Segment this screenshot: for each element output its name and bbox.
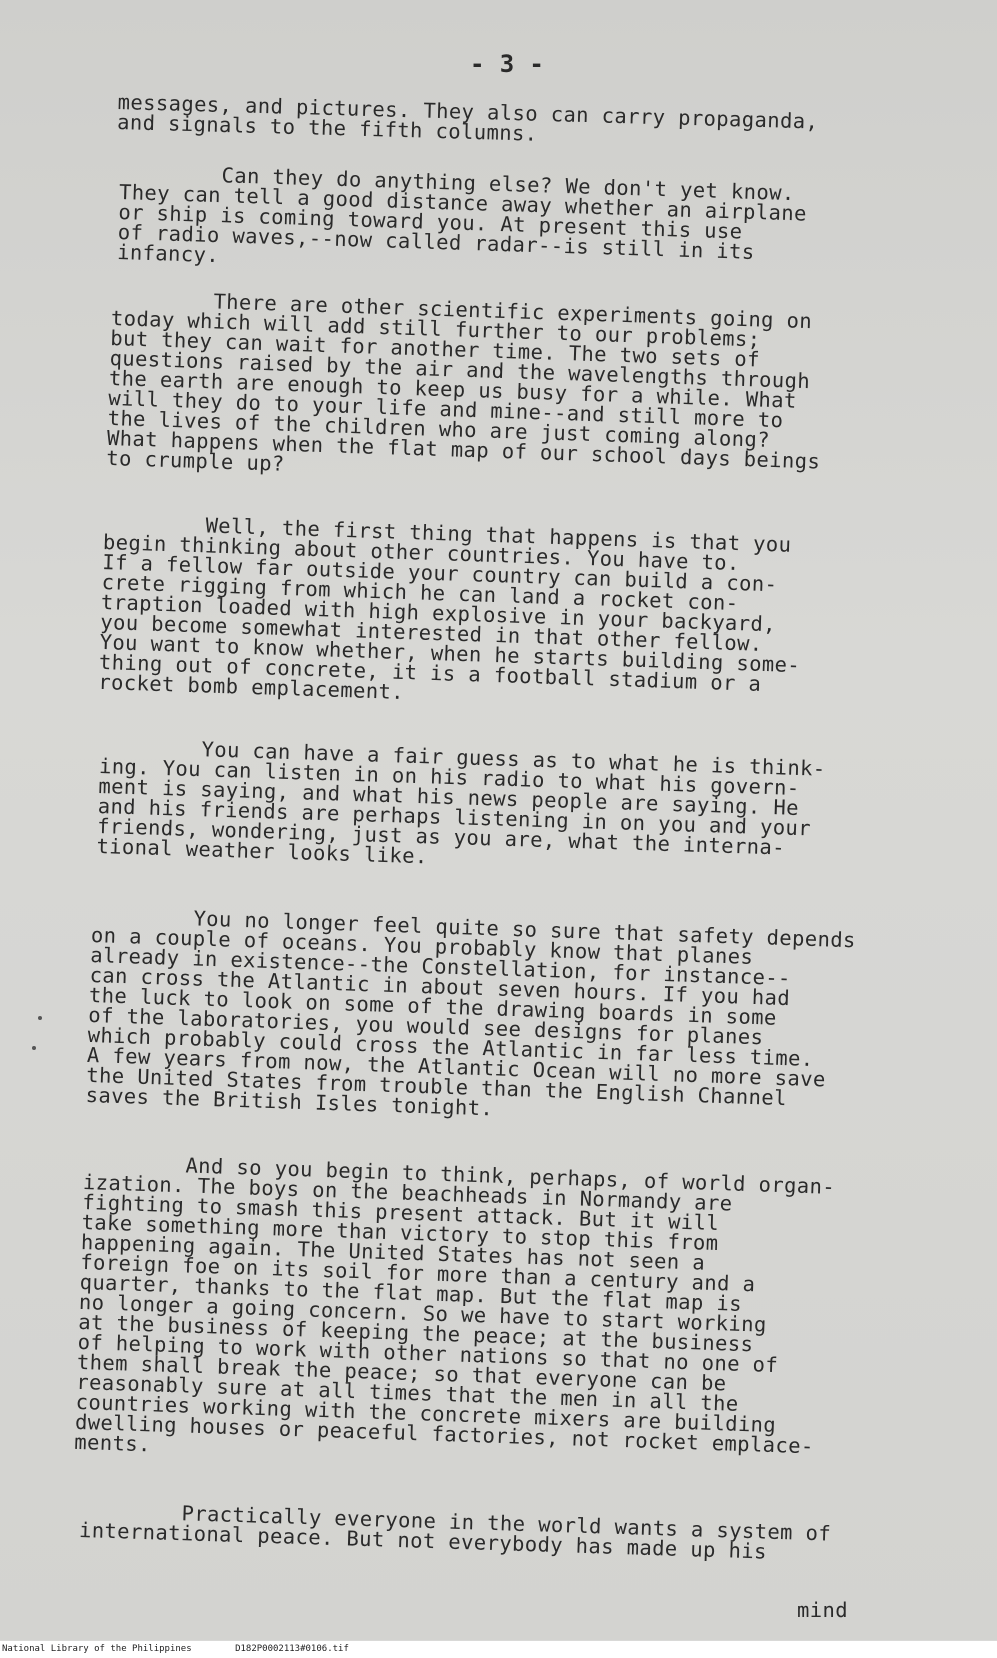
ink-speck bbox=[32, 1046, 36, 1050]
library-name: National Library of the Philippines bbox=[2, 1644, 192, 1654]
scan-footer bbox=[0, 1641, 997, 1658]
paragraph: Can they do anything else? We don't yet know. They can tell a good distance away whether an airplane or ship is coming toward you. At present this use of radio waves,--now called radar--is still in its infancy. bbox=[116, 160, 808, 268]
paragraph: You no longer feel quite so sure that safety depends on a couple of oceans. You probably know that planes already in existence--the Constellation, for instance-- can cross the Atlantic in about seven hours. If you had the luck to look on some of the drawing boards in some of the laboratories, you would see designs for planes which probably could cross the Atlantic in far less time. A few years from now, the Atlantic Ocean will no more save the United States from trouble than the English Channel saves the British Isles tonight. bbox=[85, 903, 857, 1121]
paragraph: Practically everyone in the world wants a system of international peace. But not everybody has made up his bbox=[78, 1498, 832, 1564]
paragraph: And so you begin to think, perhaps, of world organ- ization. The boys on the beachheads in Normandy are fighting to smash this present attack. But it will take something more than victory to stop this from happening again. The United States has not seen a foreign foe on its soil for more than a century and a quarter, thanks to the flat map. But the flat map is no longer a going concern. So we have to start working at the business of keeping the peace; at the business of helping to work with other nations so that no one of them shall break the peace; so that everyone can be reasonably sure at all times that the men in all the countries working with the concrete mixers are building dwelling houses or peaceful factories, not rocket emplace- ments. bbox=[73, 1150, 836, 1459]
paragraph: Well, the first thing that happens is that you begin thinking about other countries. You have to. If a fellow far outside your country can build a con- crete rigging from which he can land a rocket con- traption loaded with high explosive in your backyard, you become somewhat interested in that other fellow. You want to know whether, when he starts building some- thing out of concrete, it is a football stadium or a rocket bomb emplacement. bbox=[97, 510, 801, 705]
paragraph: messages, and pictures. They also can carry propaganda, and signals to the fifth columns. bbox=[116, 90, 819, 146]
continuation-word: mind bbox=[797, 1598, 848, 1622]
paragraph: You can have a fair guess as to what he is think- ing. You can listen in on his radio to what his govern- ment is saying, and what his news people are saying. He and his friends are perhaps listening in on you and your friends, wondering, just as you are, what the interna- tional weather looks like. bbox=[96, 734, 827, 869]
page-number: - 3 - bbox=[470, 50, 545, 78]
file-id: D182P0002113#0106.tif bbox=[235, 1644, 349, 1654]
paragraph: There are other scientific experiments going on today which will add still further to our problems; but they can wait for another time. The two sets of questions raised by the air and the wavelengths through the earth are enough to keep us busy for a while. What will they do to your life and mine--and still more to the lives of the children who are just coming along? What happens when the flat map of our school days beings to crumple up? bbox=[105, 286, 821, 476]
ink-speck bbox=[38, 1016, 42, 1020]
